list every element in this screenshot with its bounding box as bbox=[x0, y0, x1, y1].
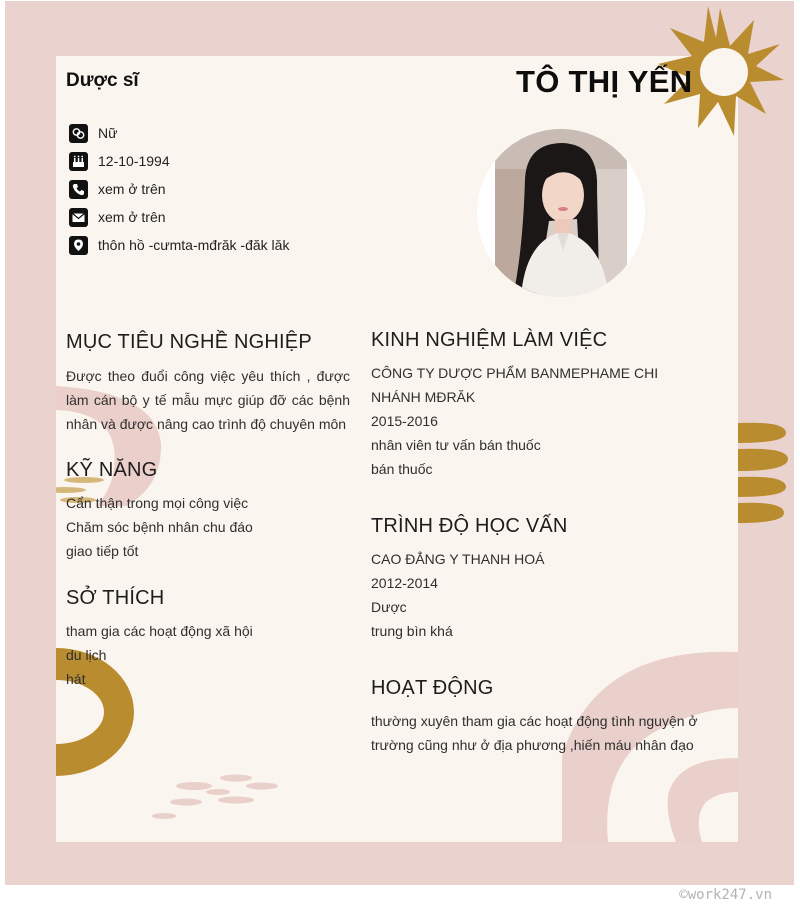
watermark: ©work247.vn bbox=[679, 887, 772, 903]
objective-text: Được theo đuổi công việc yêu thích , được làm cán bộ y tế mẫu mực giúp đỡ các bệnh nhân và được nâng cao trình độ chuyên môn bbox=[66, 368, 350, 432]
experience-details bbox=[371, 361, 701, 481]
activities-title: HOẠT ĐỘNG bbox=[371, 677, 494, 699]
info-text: Nữ bbox=[98, 125, 118, 141]
education-details bbox=[371, 547, 701, 643]
avatar bbox=[477, 129, 645, 297]
portrait-photo bbox=[477, 129, 645, 297]
gender-icon bbox=[69, 124, 88, 143]
school-name: CAO ĐẲNG Y THANH HOÁ bbox=[371, 551, 545, 567]
hobbies-list bbox=[66, 619, 350, 691]
objective-title: MỤC TIÊU NGHỀ NGHIỆP bbox=[66, 331, 312, 353]
hobbies-title: SỞ THÍCH bbox=[66, 587, 165, 609]
gold-wave-decoration bbox=[738, 419, 794, 529]
info-row-address bbox=[69, 231, 289, 259]
info-text: xem ở trên bbox=[98, 209, 166, 225]
hobby-item: tham gia các hoạt động xã hội bbox=[66, 623, 253, 639]
hobby-item: du lịch bbox=[66, 647, 107, 663]
info-text: 12-10-1994 bbox=[98, 153, 170, 169]
info-row-gender bbox=[69, 119, 289, 147]
experience-position: nhân viên tư vấn bán thuốc bbox=[371, 437, 541, 453]
company-name: CÔNG TY DƯỢC PHẨM BANMEPHAME CHI NHÁNH MĐRĂK bbox=[371, 365, 659, 405]
education-grade: trung bìn khá bbox=[371, 623, 453, 639]
education-major: Dược bbox=[371, 599, 407, 615]
skills-title: KỸ NĂNG bbox=[66, 459, 158, 481]
info-row-email bbox=[69, 203, 289, 231]
skill-item: giao tiếp tốt bbox=[66, 543, 139, 559]
job-title: Dược sĩ bbox=[66, 70, 139, 91]
education-title: TRÌNH ĐỘ HỌC VẤN bbox=[371, 515, 568, 537]
skills-list bbox=[66, 491, 350, 563]
info-text: xem ở trên bbox=[98, 181, 166, 197]
skill-item: Chăm sóc bệnh nhân chu đáo bbox=[66, 519, 253, 535]
info-row-phone bbox=[69, 175, 289, 203]
activities-text: thường xuyên tham gia các hoạt động tình nguyện ở trường cũng như ở địa phương ,hiến máu nhân đạo bbox=[371, 713, 698, 753]
phone-icon bbox=[69, 180, 88, 199]
info-row-birthday bbox=[69, 147, 289, 175]
location-pin-icon bbox=[69, 236, 88, 255]
birthday-cake-icon bbox=[69, 152, 88, 171]
info-text: thôn hồ -cưmta-mđrăk -đăk lăk bbox=[98, 237, 290, 253]
hobby-item: hát bbox=[66, 671, 86, 687]
skill-item: Cẩn thận trong mọi công việc bbox=[66, 495, 249, 511]
experience-description: bán thuốc bbox=[371, 461, 433, 477]
personal-info-list bbox=[69, 119, 289, 259]
experience-title: KINH NGHIỆM LÀM VIỆC bbox=[371, 329, 608, 351]
envelope-icon bbox=[69, 208, 88, 227]
education-period: 2012-2014 bbox=[371, 575, 438, 591]
experience-period: 2015-2016 bbox=[371, 413, 438, 429]
pink-brush-decoration bbox=[152, 772, 282, 822]
full-name: TÔ THỊ YẾN bbox=[516, 64, 693, 99]
